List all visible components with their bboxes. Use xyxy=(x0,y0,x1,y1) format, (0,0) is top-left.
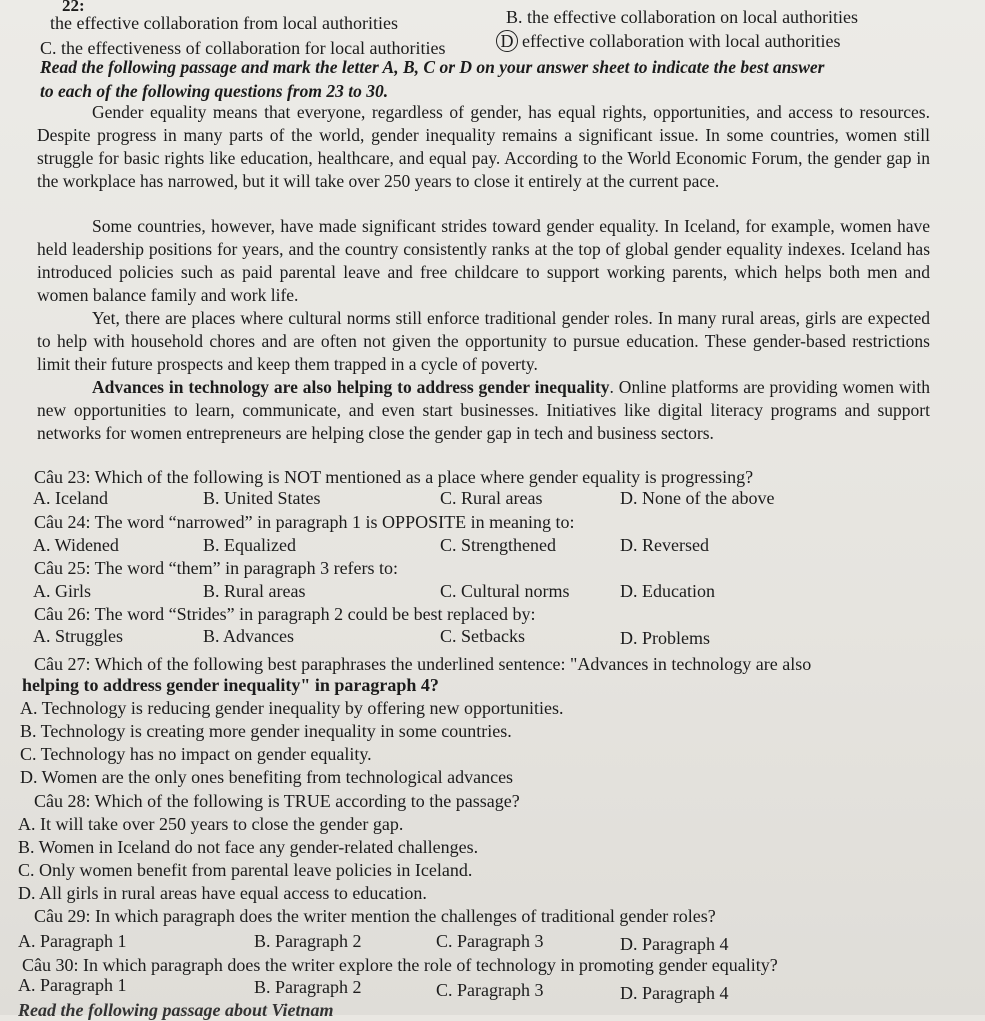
q22-option-d-text: effective collaboration with local authorities xyxy=(522,31,841,51)
q26-option-b: B. Advances xyxy=(203,626,294,646)
answer-circle-mark: D xyxy=(496,30,518,52)
passage-paragraph-3: Yet, there are places where cultural norms still enforce traditional gender roles. In many rural areas, girls are expected to help with household chores and are often not given the opportunity to pursue education. These gender-based restrictions limit their future prospects and keep them trapped in a cycle of poverty. xyxy=(37,308,930,374)
q23-option-d: D. None of the above xyxy=(620,488,775,508)
underlined-sentence: Advances in technology are also helping to address gender inequality xyxy=(92,377,610,397)
q26-option-d: D. Problems xyxy=(620,628,710,648)
q23-option-a: A. Iceland xyxy=(33,488,108,508)
q25-option-a: A. Girls xyxy=(33,581,91,601)
passage-paragraph-4 xyxy=(37,376,930,445)
paragraph-4-rest: . Online platforms are providing women with new opportunities to learn, communicate, and even start businesses. Initiatives like digital literacy programs and support networks for women entrepreneurs are helping close the gender gap in tech and business sectors. xyxy=(37,377,931,443)
question-26-stem: Câu 26: The word “Strides” in paragraph 2 could be best replaced by: xyxy=(34,604,536,624)
question-27-stem-cont: helping to address gender inequality" in paragraph 4? xyxy=(22,675,439,695)
q27-option-a: A. Technology is reducing gender inequality by offering new opportunities. xyxy=(20,698,564,718)
question-28-stem: Câu 28: Which of the following is TRUE according to the passage? xyxy=(34,791,520,811)
question-22-label: 22: xyxy=(62,0,85,15)
q25-option-c: C. Cultural norms xyxy=(440,581,570,601)
q29-option-d: D. Paragraph 4 xyxy=(620,934,729,954)
q23-option-b: B. United States xyxy=(203,488,321,508)
q28-option-d: D. All girls in rural areas have equal access to education. xyxy=(18,883,427,903)
question-24-stem: Câu 24: The word “narrowed” in paragraph 1 is OPPOSITE in meaning to: xyxy=(34,512,575,532)
question-29-stem: Câu 29: In which paragraph does the writer mention the challenges of traditional gender roles? xyxy=(34,906,716,926)
q28-option-b: B. Women in Iceland do not face any gender-related challenges. xyxy=(18,837,479,857)
q30-option-a: A. Paragraph 1 xyxy=(18,975,127,995)
q27-option-d: D. Women are the only ones benefiting from technological advances xyxy=(20,767,514,787)
q28-option-a: A. It will take over 250 years to close the gender gap. xyxy=(18,814,404,834)
q22-option-b: B. the effective collaboration on local authorities xyxy=(506,7,859,27)
question-25-stem: Câu 25: The word “them” in paragraph 3 refers to: xyxy=(34,558,399,578)
q26-option-c: C. Setbacks xyxy=(440,626,525,646)
q23-option-c: C. Rural areas xyxy=(440,488,543,508)
q24-option-a: A. Widened xyxy=(33,535,119,555)
q25-option-b: B. Rural areas xyxy=(203,581,306,601)
question-23-stem: Câu 23: Which of the following is NOT mentioned as a place where gender equality is progressing? xyxy=(34,467,754,487)
q27-option-c: C. Technology has no impact on gender equality. xyxy=(20,744,372,764)
question-27-stem xyxy=(34,654,811,675)
q30-option-c: C. Paragraph 3 xyxy=(436,980,544,1000)
q22-option-d xyxy=(496,30,841,52)
q25-option-d: D. Education xyxy=(620,581,715,601)
q29-option-b: B. Paragraph 2 xyxy=(254,931,362,951)
q24-option-d: D. Reversed xyxy=(620,535,709,555)
q27-stem-plain: Câu 27: Which of the following best paraphrases the underlined sentence: "Advances in technology are also xyxy=(34,654,812,674)
q30-option-b: B. Paragraph 2 xyxy=(254,977,362,997)
q29-option-c: C. Paragraph 3 xyxy=(436,931,544,951)
q24-option-b: B. Equalized xyxy=(203,535,296,555)
q29-option-a: A. Paragraph 1 xyxy=(18,931,127,951)
passage-paragraph-1: Gender equality means that everyone, regardless of gender, has equal rights, opportunities, and access to resources. Despite progress in many parts of the world, gender inequality remains a significant issue. In some countries, women still struggle for basic rights like education, healthcare, and equal pay. According to the World Economic Forum, the gender gap in the workplace has narrowed, but it will take over 250 years to close it entirely at the current pace. xyxy=(37,102,930,191)
next-section-instruction-cutoff: Read the following passage about Vietnam xyxy=(18,1000,334,1020)
q30-option-d: D. Paragraph 4 xyxy=(620,983,729,1003)
q22-option-a: the effective collaboration from local authorities xyxy=(50,13,399,33)
instruction-line-2: to each of the following questions from 23 to 30. xyxy=(40,81,389,101)
q22-option-c: C. the effectiveness of collaboration for local authorities xyxy=(40,38,446,58)
q26-option-a: A. Struggles xyxy=(33,626,123,646)
instruction-line-1: Read the following passage and mark the letter A, B, C or D on your answer sheet to indicate the best answer xyxy=(40,57,825,77)
q27-option-b: B. Technology is creating more gender inequality in some countries. xyxy=(20,721,512,741)
q28-option-c: C. Only women benefit from parental leave policies in Iceland. xyxy=(18,860,473,880)
question-30-stem: Câu 30: In which paragraph does the writer explore the role of technology in promoting gender equality? xyxy=(22,955,778,975)
q24-option-c: C. Strengthened xyxy=(440,535,556,555)
passage-paragraph-2: Some countries, however, have made significant strides toward gender equality. In Iceland, for example, women have held leadership positions for years, and the country consistently ranks at the top of global gender equality indexes. Iceland has introduced policies such as paid parental leave and free childcare to support working parents, which helps both men and women balance family and work life. xyxy=(37,216,930,305)
